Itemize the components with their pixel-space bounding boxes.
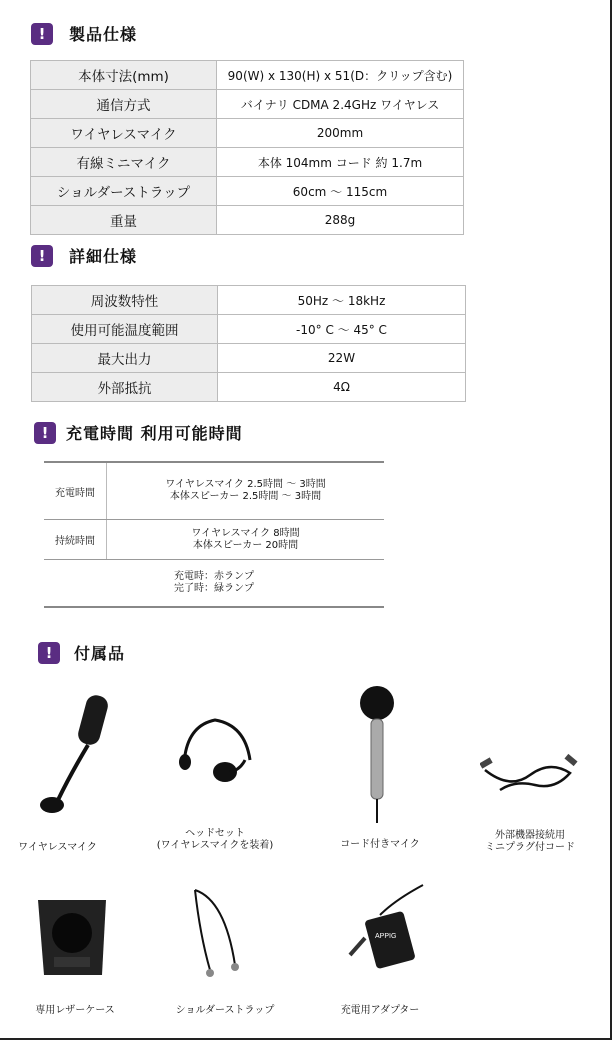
charging-adapter-image xyxy=(335,880,435,980)
table-cell-value: 200mm xyxy=(217,119,464,148)
use-line: 本体スピーカー 20時間 xyxy=(192,539,299,551)
table-cell-value: バイナリ CDMA 2.4GHz ワイヤレス xyxy=(217,90,464,119)
accessory-label: 充電用アダプター xyxy=(340,1005,420,1016)
use-value xyxy=(107,520,384,559)
table-row xyxy=(44,560,384,608)
accessory-label-line: ミニプラグ付コード xyxy=(485,842,575,853)
section-heading-accessories xyxy=(38,641,125,664)
table-row xyxy=(31,148,464,177)
table-cell-value: 60cm 〜 115cm xyxy=(217,177,464,206)
table-row xyxy=(31,61,464,90)
use-line: ワイヤレスマイク 8時間 xyxy=(191,527,300,539)
detail-table xyxy=(31,285,466,402)
table-row xyxy=(44,461,384,520)
section-heading-spec xyxy=(31,22,137,45)
lamp-value xyxy=(44,560,384,606)
table-row xyxy=(32,286,466,315)
table-cell-value: 4Ω xyxy=(218,373,466,402)
exclamation-icon: ! xyxy=(31,23,53,45)
table-cell-value: 50Hz 〜 18kHz xyxy=(218,286,466,315)
charge-value xyxy=(107,463,384,519)
table-row xyxy=(31,177,464,206)
exclamation-icon: ! xyxy=(31,245,53,267)
accessory-label: ワイヤレスマイク xyxy=(18,842,97,853)
table-row xyxy=(32,373,466,402)
table-row xyxy=(31,119,464,148)
table-cell-label: ショルダーストラップ xyxy=(31,177,217,206)
table-cell-label: ワイヤレスマイク xyxy=(31,119,217,148)
lamp-line: 完了時：緑ランプ xyxy=(174,583,254,594)
table-cell-label: 通信方式 xyxy=(31,90,217,119)
accessory-label: 専用レザーケース xyxy=(35,1005,115,1016)
leather-case-image xyxy=(36,895,111,980)
charge-line: ワイヤレスマイク 2.5時間 〜 3時間 xyxy=(165,479,326,490)
accessory-label: コード付きマイク xyxy=(340,839,420,850)
exclamation-icon: ! xyxy=(38,642,60,664)
charge-label: 充電時間 xyxy=(44,463,107,519)
section-title: 充電時間 利用可能時間 xyxy=(66,424,243,443)
table-cell-value: -10° C 〜 45° C xyxy=(218,315,466,344)
table-cell-value: 288g xyxy=(217,206,464,235)
lamp-line: 充電時：赤ランプ xyxy=(174,571,254,582)
section-title: 製品仕様 xyxy=(69,25,138,44)
section-heading-detail xyxy=(31,244,137,267)
use-label: 持続時間 xyxy=(44,520,107,559)
table-cell-value: 90(W) x 130(H) x 51(D：クリップ含む) xyxy=(217,61,464,90)
table-cell-label: 本体寸法(mm) xyxy=(31,61,217,90)
table-cell-label: 最大出力 xyxy=(32,344,218,373)
accessory-label-line: 外部機器接続用 xyxy=(495,830,565,841)
headset-image xyxy=(170,700,260,800)
accessory-label xyxy=(470,830,590,854)
table-row xyxy=(32,315,466,344)
spec-table xyxy=(30,60,464,235)
table-cell-label: 周波数特性 xyxy=(32,286,218,315)
section-heading-charge xyxy=(34,421,243,444)
cord-mic-image xyxy=(355,685,405,825)
table-row xyxy=(44,520,384,560)
accessory-label-line: (ワイヤレスマイクを装着) xyxy=(156,840,274,851)
section-title: 付属品 xyxy=(74,644,126,663)
table-row xyxy=(31,90,464,119)
table-cell-value: 本体 104mm コード 約 1.7m xyxy=(217,148,464,177)
section-title: 詳細仕様 xyxy=(69,247,138,266)
table-cell-label: 使用可能温度範囲 xyxy=(32,315,218,344)
accessory-label-line: ヘッドセット xyxy=(185,828,245,839)
accessory-label: ショルダーストラップ xyxy=(175,1005,275,1016)
table-cell-label: 外部抵抗 xyxy=(32,373,218,402)
charge-table xyxy=(44,461,384,608)
table-row xyxy=(32,344,466,373)
mini-plug-cord-image xyxy=(480,745,580,800)
wireless-mic-image xyxy=(30,690,120,820)
charge-line: 本体スピーカー 2.5時間 〜 3時間 xyxy=(169,491,322,502)
table-row xyxy=(31,206,464,235)
table-cell-label: 重量 xyxy=(31,206,217,235)
shoulder-strap-image xyxy=(185,885,255,980)
accessory-label xyxy=(150,828,280,852)
table-cell-value: 22W xyxy=(218,344,466,373)
adapter-brand-text: APPIG xyxy=(375,933,397,940)
table-cell-label: 有線ミニマイク xyxy=(31,148,217,177)
exclamation-icon: ! xyxy=(34,422,56,444)
